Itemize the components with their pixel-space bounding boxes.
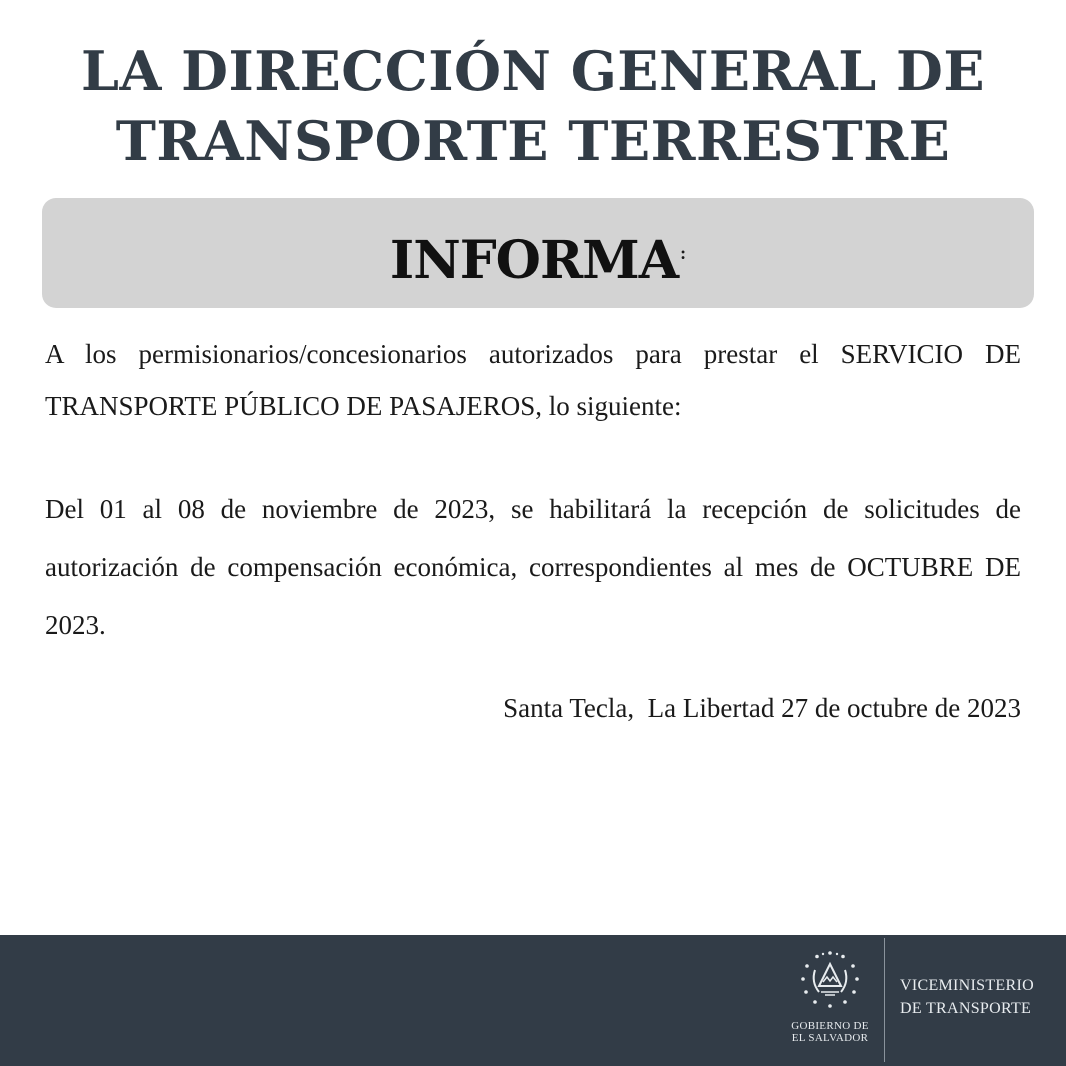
banner-heading: INFORMA (389, 229, 679, 291)
banner-colon: : (680, 242, 687, 263)
notice-paragraph: Del 01 al 08 de noviembre de 2023, se habilitará la recepción de solicitudes de autorización de compensación económica, correspondientes al mes de OCTUBRE DE 2023. (45, 494, 1021, 640)
government-logo (788, 948, 872, 1058)
intro-paragraph: A los permisionarios/concesionarios autorizados para prestar el SERVICIO DE TRANSPORTE PÚBLICO DE PASAJEROS, lo siguiente: (45, 339, 1021, 421)
ministry-label (900, 974, 1034, 1020)
title-line-1: LA DIRECCIÓN GENERAL DE (80, 39, 986, 103)
informa-banner (42, 198, 1034, 308)
place-date-signature: Santa Tecla, La Libertad 27 de octubre de 2023 (503, 693, 1021, 723)
ministry-line-2: DE TRANSPORTE (900, 1000, 1032, 1017)
page-title (0, 36, 1066, 176)
gov-label-line-1: GOBIERNO DE (791, 1020, 869, 1032)
ministry-line-1: VICEMINISTERIO (900, 977, 1034, 994)
title-line-2: TRANSPORTE TERRESTRE (115, 109, 951, 173)
gov-label-line-2: EL SALVADOR (791, 1032, 869, 1044)
el-salvador-coat-of-arms-icon (797, 948, 863, 1014)
footer-divider (884, 938, 885, 1062)
